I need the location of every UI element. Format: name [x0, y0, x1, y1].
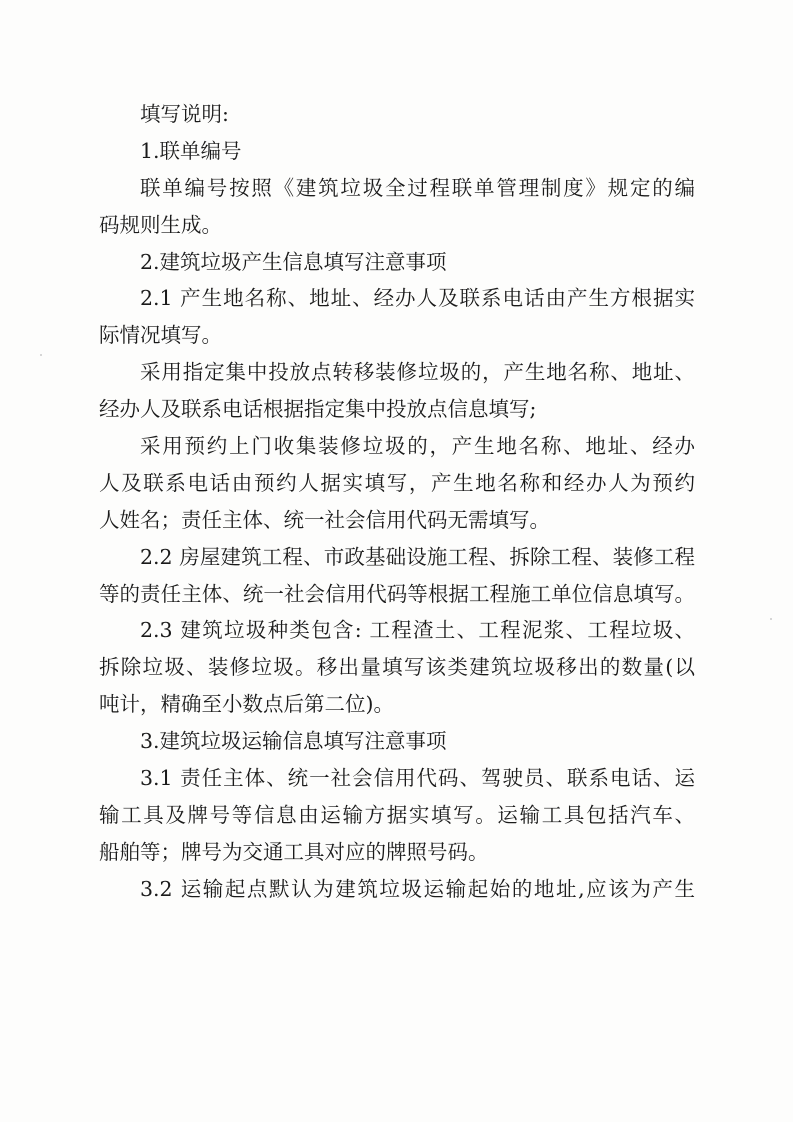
paragraph-line: 3.2 运输起点默认为建筑垃圾运输起始的地址,应该为产生	[140, 876, 695, 901]
paragraph-line: 输工具及牌号等信息由运输方据实填写。运输工具包括汽车、	[99, 802, 695, 827]
paragraph-line: 3.1 责任主体、统一社会信用代码、驾驶员、联系电话、运	[140, 766, 695, 791]
paragraph-line: 2.3 建筑垃圾种类包含: 工程渣土、工程泥浆、工程垃圾、	[140, 618, 695, 643]
paragraph-line: 2.1 产生地名称、地址、经办人及联系电话由产生方根据实	[140, 286, 695, 311]
paragraph-line: 联单编号按照《建筑垃圾全过程联单管理制度》规定的编	[140, 175, 695, 200]
paragraph-line: 际情况填写。	[99, 323, 222, 348]
paragraph-line: 拆除垃圾、装修垃圾。移出量填写该类建筑垃圾移出的数量(以	[99, 655, 695, 680]
heading-1: 1.联单编号	[140, 138, 242, 163]
paragraph-line: 码规则生成。	[99, 212, 222, 237]
paragraph-line: 经办人及联系电话根据指定集中投放点信息填写;	[99, 397, 537, 422]
paragraph-line: 等的责任主体、统一社会信用代码等根据工程施工单位信息填写。	[99, 581, 695, 606]
scan-speck	[770, 618, 772, 620]
document-body	[99, 96, 695, 908]
paragraph-line: 2.2 房屋建筑工程、市政基础设施工程、拆除工程、装修工程	[140, 544, 695, 569]
heading-3: 3.建筑垃圾运输信息填写注意事项	[140, 729, 447, 754]
paragraph-line: 吨计，精确至小数点后第二位)。	[99, 692, 394, 717]
paragraph-line: 人姓名；责任主体、统一社会信用代码无需填写。	[99, 507, 550, 532]
section-heading-instructions: 填写说明:	[140, 102, 229, 126]
scan-speck	[40, 354, 42, 356]
heading-2: 2.建筑垃圾产生信息填写注意事项	[140, 249, 447, 274]
paragraph-line: 采用预约上门收集装修垃圾的，产生地名称、地址、经办	[140, 434, 695, 459]
paragraph-line: 船舶等；牌号为交通工具对应的牌照号码。	[99, 839, 489, 864]
paragraph-line: 采用指定集中投放点转移装修垃圾的，产生地名称、地址、	[140, 360, 695, 385]
paragraph-line: 人及联系电话由预约人据实填写，产生地名称和经办人为预约	[99, 470, 695, 495]
